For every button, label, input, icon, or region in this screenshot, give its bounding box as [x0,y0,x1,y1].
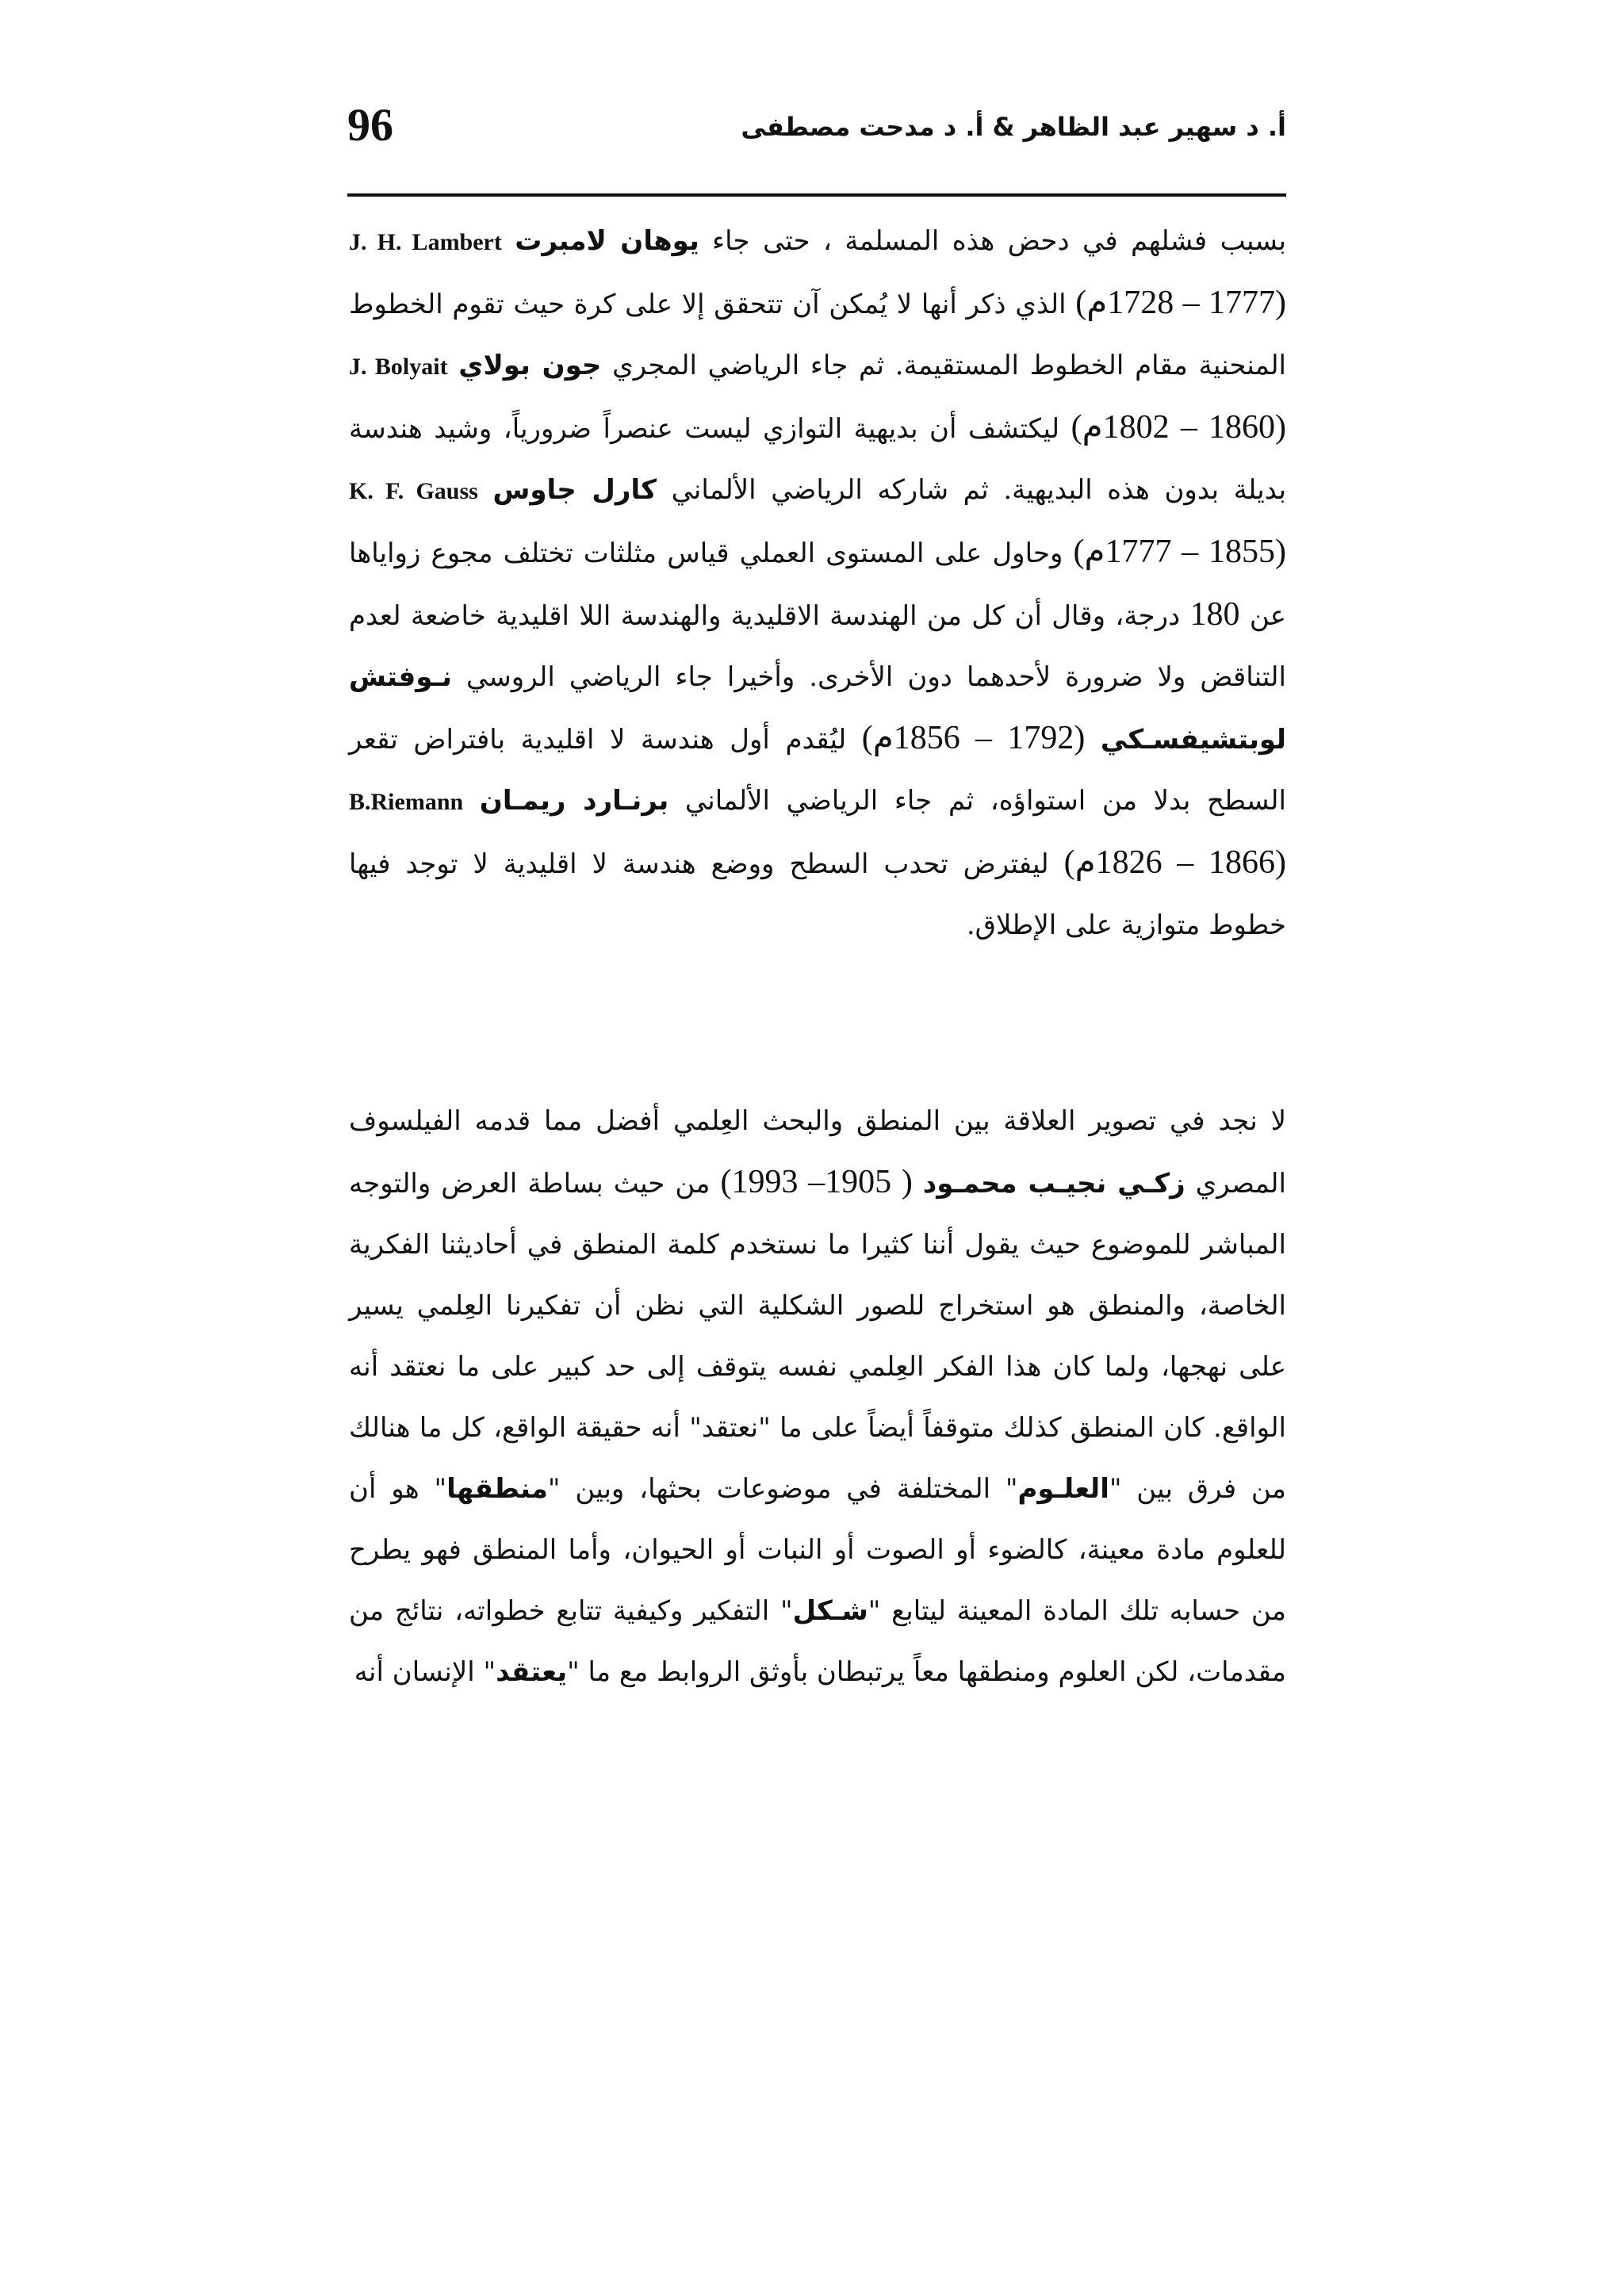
paragraph-1-segment: يوهان لامبرت [515,225,699,257]
paragraph-1-segment: (1777 – 1855م) [1073,534,1287,570]
paragraph-1-segment: (1728 – 1777م) [1075,285,1287,321]
paragraph-1-segment: بسبب فشلهم في دحض هذه المسلمة ، حتى جاء [699,225,1287,257]
paragraph-1-segment: 180 [1189,596,1240,633]
paragraph-2-segment: منطقها [446,1473,548,1505]
paragraph-1-segment: جون بولاي [458,350,602,381]
paragraph-1-segment: درجة، وقال أن كل من الهندسة الاقليدية والهندسة اللا اقليدية خاضعة لعدم التناقض ولا ضرورة لأحدهما دون الأخرى. وأخيرا جاء الرياضي الروسي [349,600,1286,693]
paragraph-2-segment: من حيث بساطة العرض والتوجه المباشر للموضوع حيث يقول أننا كثيرا ما نستخدم كلمة المنطق في أحاديثنا الفكرية الخاصة، والمنطق هو استخراج للصور الشكلية التي نظن أن تفكيرنا العِلمي يسير على نهجها، ولما كان هذا الفكر العِلمي نفسه يتوقف إلى حد كبير على ما نعتقد أنه الواقع. كان المنطق كذلك متوقفاً أيضاً على ما "نعتقد" أنه حقيقة الواقع، كل ما هنالك من فرق بين " [349,1168,1286,1505]
paragraph-2-segment: ( 1905– 1993) [720,1164,913,1200]
paragraph-1-segment: B.Riemann [349,789,464,815]
paragraph-1-segment: K. F. Gauss [349,478,478,504]
paragraph-1-segment: J. H. Lambert [349,229,502,255]
paragraph-1-segment: الذي ذكر أنها لا يُمكن آن تتحقق إلا على كرة حيث تقوم الخطوط المنحنية مقام الخطوط المستقيمة. ثم جاء الرياضي المجري [349,289,1287,381]
paragraph-1-segment [463,785,480,817]
paragraph-2-segment: " التفكير وكيفية تتابع خطواته، نتائج من مقدمات، لكن العلوم ومنطقها معاً يرتبطان بأوثق الروابط مع ما " [349,1595,1286,1688]
paragraph-1-segment: ليكتشف أن بديهية التوازي ليست عنصراً ضرورياً، وشيد هندسة بديلة بدون هذه البديهية. ثم شاركه الرياضي الألماني [349,413,1286,506]
paragraph-1-segment [1085,724,1101,756]
paragraph-2-segment: لا نجد في تصوير العلاقة بين المنطق والبحث العِلمي أفضل مما قدمه الفيلسوف المصري [349,1105,1286,1200]
paragraph-2-segment: زكـي نجيـب محمـود [922,1168,1185,1200]
paragraph-1-segment: J. Bolyait [349,354,448,380]
header-rule [347,193,1286,197]
paragraph-2 [349,1091,1286,1703]
paragraph-1-segment: ليفترض تحدب السطح ووضع هندسة لا اقليدية لا توجد فيها خطوط متوازية على الإطلاق. [349,848,1286,941]
paragraph-1-segment: (1792 – 1856م) [861,720,1086,756]
paragraph-1-segment [448,350,459,381]
paragraph-2-segment: " هو أن للعلوم مادة معينة، كالضوء أو الصوت أو النبات أو الحيوان، وأما المنطق فهو يطرح من حسابه تلك المادة المعينة ليتابع " [349,1473,1286,1627]
paragraph-1-segment: (1826 – 1866م) [1063,844,1286,881]
paragraph-2-segment [913,1168,923,1200]
paragraph-1-segment [478,474,493,506]
paragraph-1-segment: نـوفتش لوبتشيفسـكي [349,661,1286,756]
paragraph-2-segment: شـكل [792,1595,868,1627]
running-head: أ. د سهير عبد الظاهر & أ. د مدحت مصطفى [741,112,1286,142]
paragraph-2-segment: يعتقد [496,1656,568,1688]
paragraph-1-segment [502,225,515,257]
paragraph-2-segment: العلـوم [1017,1473,1109,1505]
paragraph-1-segment: كارل جاوس [492,474,657,506]
paragraph-1-segment: وحاول على المستوى العملي قياس مثلثات تختلف مجوع زواياها عن [349,538,1287,632]
paragraph-1-segment: ليُقدم أول هندسة لا اقليدية بافتراض تقعر السطح بدلا من استواؤه، ثم جاء الرياضي الألماني [349,724,1286,817]
paragraph-2-segment: " المختلفة في موضوعات بحثها، وبين " [547,1473,1018,1505]
paragraph-1 [349,211,1286,956]
paragraph-2-segment: " الإنسان أنه [354,1656,496,1688]
page-number: 96 [347,99,393,151]
page-header [347,94,1286,157]
paragraph-1-segment: برنـارد ريمـان [479,785,669,817]
paragraph-1-segment: (1802 – 1860م) [1071,409,1287,446]
